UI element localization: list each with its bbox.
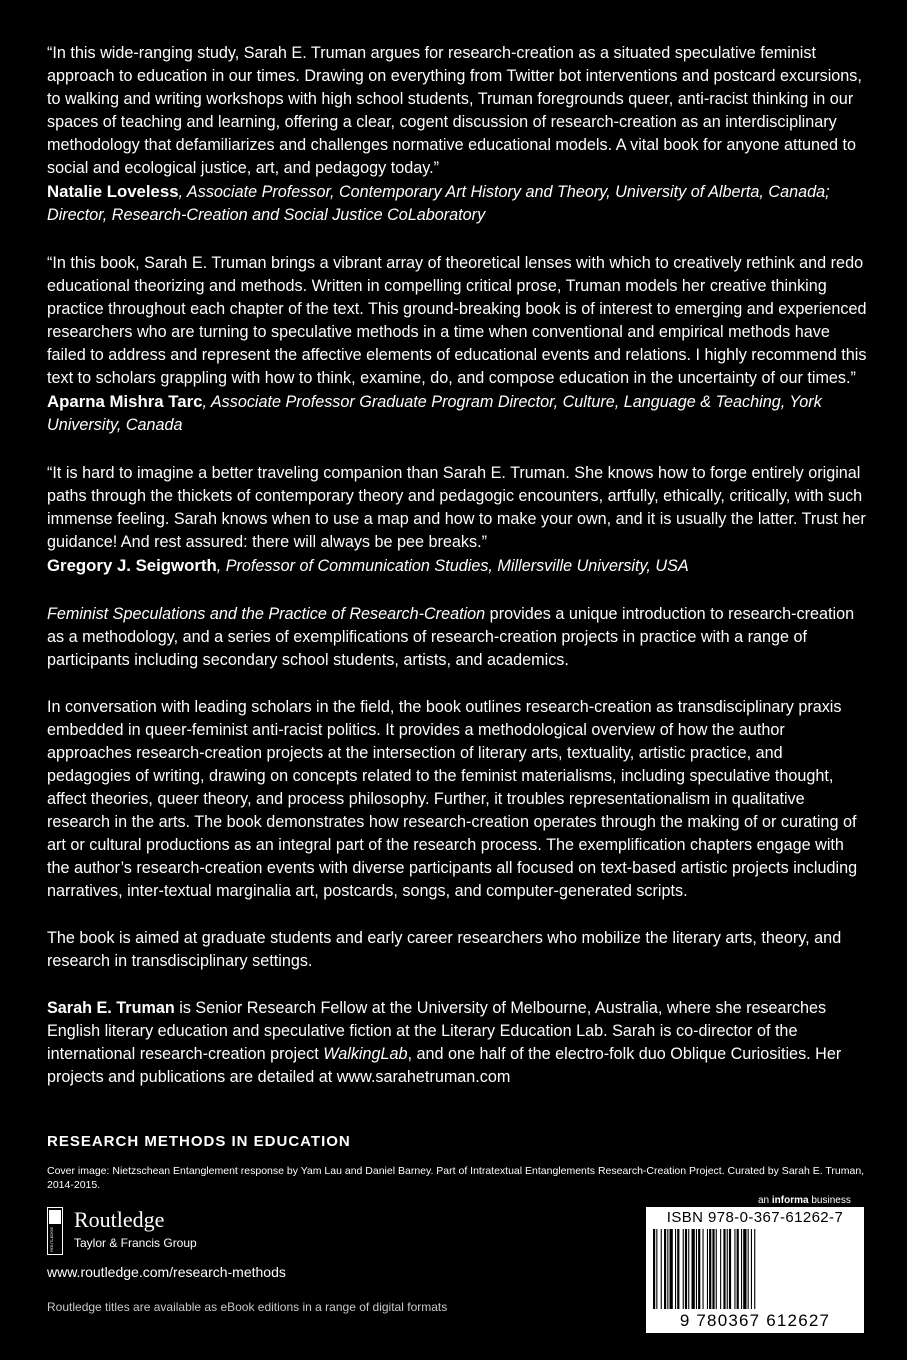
endorser-role: , Associate Professor Graduate Program Director, Culture, Language & Teaching, York University, Canada <box>47 393 822 434</box>
ebook-note: Routledge titles are available as eBook editions in a range of digital formats <box>47 1300 448 1314</box>
endorsement-1 <box>47 42 867 227</box>
cover-credit: Cover image: Nietzschean Entanglement response by Yam Lau and Daniel Barney. Part of Intratextual Entanglements Research-Creation Project. Curated by Sarah E. Truman, 2014-2015. <box>47 1165 865 1191</box>
endorser-role: , Associate Professor, Contemporary Art History and Theory, University of Alberta, Canada; Director, Research-Creation and Social Justice CoLaboratory <box>47 183 830 224</box>
bio-text: is Senior Research Fellow at the University of Melbourne, Australia, where she researches English literary education and speculative fiction at the Literary Education Lab. Sarah is co-director of the international research-creation project <box>47 999 827 1063</box>
endorser-name: Gregory J. Seigworth <box>47 556 217 575</box>
publisher-group: Taylor & Francis Group <box>74 1236 197 1250</box>
endorsement-3 <box>47 462 867 578</box>
endorser-role: , Professor of Communication Studies, Millersville University, USA <box>216 557 689 575</box>
series-title: RESEARCH METHODS IN EDUCATION <box>47 1133 351 1150</box>
description-text: provides a unique introduction to research-creation as a methodology, and a series of exemplifications of research-creation projects in practice with a range of participants including secondary school students, artists, and academics. <box>47 605 855 669</box>
informa-suffix: business <box>808 1195 851 1206</box>
quote-attribution <box>47 390 867 437</box>
description-paragraph-3: The book is aimed at graduate students and early career researchers who mobilize the literary arts, theory, and research in transdisciplinary settings. <box>47 929 842 970</box>
project-name: WalkingLab <box>323 1045 408 1063</box>
endorser-name: Natalie Loveless <box>47 182 179 201</box>
description-paragraph-2: In conversation with leading scholars in the field, the book outlines research-creation as transdisciplinary praxis embedded in queer-feminist anti-racist politics. It provides a methodological overview of how the author approaches research-creation projects at the intersection of literary arts, textuality, artistic practice, and pedagogies of writing, drawing on concepts related to the feminist materialisms, including speculative thought, affect theories, queer theory, and process philosophy. Further, it troubles representationalism in qualitative research in the arts. The book demonstrates how research-creation operates through the making of or curating of art or cultural productions as an integral part of the research process. The exemplification chapters engage with the author’s research-creation events with diverse participants all focused on text-based artistic projects including narratives, inter-textual marginalia art, postcards, songs, and computer-generated scripts. <box>47 698 858 900</box>
back-cover-text <box>47 42 867 1089</box>
informa-prefix: an <box>758 1195 772 1206</box>
quote-text: “In this book, Sarah E. Truman brings a vibrant array of theoretical lenses with which to creatively rethink and redo educational theorizing and methods. Written in compelling critical prose, Truman models her creative thinking practice throughout each chapter of the text. This ground-breaking book is of interest to emerging and experienced researchers who are turning to speculative methods in a time when conventional and empirical methods have failed to address and represent the affective elements of educational events and relations. I highly recommend this text to scholars grappling with how to think, examine, do, and compose education in the uncertainty of our times.” <box>47 254 867 387</box>
book-title: Feminist Speculations and the Practice of Research-Creation <box>47 605 486 623</box>
quote-attribution <box>47 180 867 227</box>
author-bio <box>47 997 867 1089</box>
publisher-url[interactable]: www.routledge.com/research-methods <box>47 1264 286 1280</box>
barcode-icon <box>653 1229 857 1309</box>
author-name: Sarah E. Truman <box>47 999 175 1017</box>
logo-mark-text: ROUTLEDGE <box>49 1227 54 1252</box>
quote-text: “It is hard to imagine a better traveling companion than Sarah E. Truman. She knows how to forge entirely original paths through the thickets of contemporary theory and pedagogic encounters, artfully, ethically, critically, with such immense feeling. Sarah knows when to use a map and how to make your own, and it is usually the latter. Trust her guidance! And rest assured: there will always be pee breaks.” <box>47 464 866 551</box>
routledge-logo-icon <box>47 1207 63 1255</box>
publisher-name: Routledge <box>74 1207 165 1232</box>
description-paragraph-1 <box>47 603 867 672</box>
quote-text: “In this wide-ranging study, Sarah E. Truman argues for research-creation as a situated speculative feminist approach to education in our times. Drawing on everything from Twitter bot interventions and postcard excursions, to walking and writing workshops with high school students, Truman foregrounds queer, anti-racist thinking in our spaces of teaching and learning, offering a clear, cogent discussion of research-creation as an interdisciplinary methodology that defamiliarizes and challenges normative educational models. A vital book for anyone attuned to social and ecological justice, art, and pedagogy today.” <box>47 44 862 177</box>
barcode-digits: 9 780367 612627 <box>679 1311 831 1330</box>
isbn-label: ISBN 978-0-367-61262-7 <box>666 1209 844 1226</box>
quote-attribution <box>47 554 867 578</box>
informa-business <box>758 1195 851 1206</box>
informa-word: informa <box>771 1195 809 1206</box>
isbn-barcode <box>646 1207 864 1333</box>
bio-text: , and one half of the electro-folk duo Oblique Curiosities. Her projects and publications are detailed at www.sarahetruman.com <box>47 1045 842 1086</box>
endorser-name: Aparna Mishra Tarc <box>47 392 203 411</box>
endorsement-2 <box>47 252 867 437</box>
publisher-logo <box>47 1207 267 1257</box>
